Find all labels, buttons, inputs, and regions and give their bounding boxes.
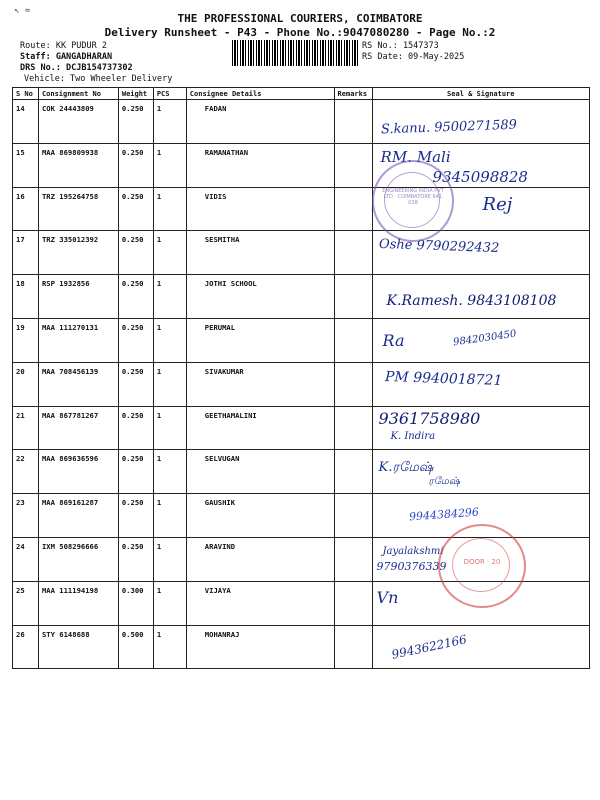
cell-pcs: 1 xyxy=(153,581,186,625)
col-consignee: Consignee Details xyxy=(186,88,334,100)
route-label: Route: KK PUDUR 2 xyxy=(20,41,107,51)
cell-weight: 0.300 xyxy=(118,581,153,625)
cell-sno: 18 xyxy=(13,275,39,319)
table-row xyxy=(13,143,590,187)
cell-signature xyxy=(372,362,589,406)
cell-consignment: COK 24443809 xyxy=(38,100,118,144)
col-sno: S No xyxy=(13,88,39,100)
cell-remarks xyxy=(334,318,372,362)
cell-weight: 0.250 xyxy=(118,537,153,581)
cell-consignee: VIJAYA xyxy=(186,581,334,625)
handwritten-signature: Ra xyxy=(382,330,405,350)
cell-remarks xyxy=(334,581,372,625)
handwritten-phone: 9361758980 xyxy=(378,408,481,428)
cell-signature xyxy=(372,100,589,144)
cell-sno: 26 xyxy=(13,625,39,669)
cell-signature xyxy=(372,625,589,669)
cell-remarks xyxy=(334,450,372,494)
cell-consignee: MOHANRAJ xyxy=(186,625,334,669)
table-row xyxy=(13,625,590,669)
cell-consignee: SELVUGAN xyxy=(186,450,334,494)
cell-consignment: MAA 867781267 xyxy=(38,406,118,450)
cell-pcs: 1 xyxy=(153,143,186,187)
cell-remarks xyxy=(334,537,372,581)
table-row xyxy=(13,362,590,406)
cell-weight: 0.250 xyxy=(118,450,153,494)
cell-pcs: 1 xyxy=(153,537,186,581)
handwritten-signature-second: ரமேஷ் xyxy=(428,476,461,488)
cell-remarks xyxy=(334,406,372,450)
cell-consignee: RAMANATHAN xyxy=(186,143,334,187)
table-row xyxy=(13,275,590,319)
handwritten-signature: Rej xyxy=(482,193,513,215)
cell-sno: 15 xyxy=(13,143,39,187)
cell-consignee: GEETHAMALINI xyxy=(186,406,334,450)
cell-weight: 0.250 xyxy=(118,231,153,275)
cell-sno: 20 xyxy=(13,362,39,406)
col-signature: Seal & Signature xyxy=(372,88,589,100)
cell-consignment: MAA 708456139 xyxy=(38,362,118,406)
table-row xyxy=(13,100,590,144)
cell-consignment: MAA 111270131 xyxy=(38,318,118,362)
barcode-image xyxy=(232,40,358,66)
cell-consignee: PERUMAL xyxy=(186,318,334,362)
delivery-seal-text: DOOR · 20 xyxy=(463,558,501,566)
cell-remarks xyxy=(334,494,372,538)
table-row xyxy=(13,318,590,362)
handwritten-signature: 9944384296 xyxy=(408,505,479,524)
company-seal-text: ENGINEERING INDIA PVT LTD · COIMBATORE 641 038 xyxy=(382,188,444,206)
cell-consignment: MAA 869161287 xyxy=(38,494,118,538)
handwritten-signature: Oshe 9790292432 xyxy=(378,237,500,257)
cell-sno: 24 xyxy=(13,537,39,581)
cell-weight: 0.250 xyxy=(118,318,153,362)
company-title: THE PROFESSIONAL COURIERS, COIMBATORE xyxy=(177,12,423,25)
cell-signature xyxy=(372,406,589,450)
cell-pcs: 1 xyxy=(153,231,186,275)
handwritten-signature: Vn xyxy=(376,587,399,607)
cell-consignee: SIVAKUMAR xyxy=(186,362,334,406)
cell-pcs: 1 xyxy=(153,275,186,319)
cell-weight: 0.250 xyxy=(118,362,153,406)
handwritten-signature: K. Indira xyxy=(390,430,436,442)
cell-signature xyxy=(372,450,589,494)
cell-pcs: 1 xyxy=(153,494,186,538)
cell-sno: 16 xyxy=(13,187,39,231)
runsheet-subtitle: Delivery Runsheet - P43 - Phone No.:9047080280 - Page No.:2 xyxy=(104,26,496,39)
handwritten-signature: K.ரமேஷ் xyxy=(378,460,434,476)
col-pcs: PCS xyxy=(153,88,186,100)
cell-signature xyxy=(372,275,589,319)
cell-sno: 17 xyxy=(13,231,39,275)
cell-weight: 0.250 xyxy=(118,275,153,319)
table-row xyxy=(13,450,590,494)
cell-weight: 0.250 xyxy=(118,187,153,231)
cell-sno: 21 xyxy=(13,406,39,450)
cell-sno: 19 xyxy=(13,318,39,362)
cell-remarks xyxy=(334,362,372,406)
cell-remarks xyxy=(334,100,372,144)
cell-consignment: MAA 869809938 xyxy=(38,143,118,187)
col-remarks: Remarks xyxy=(334,88,372,100)
handwritten-signature: Jayalakshmi xyxy=(382,545,444,557)
handwritten-signature: K.Ramesh. 9843108108 xyxy=(386,293,557,310)
cell-consignee: SESMITHA xyxy=(186,231,334,275)
handwritten-phone: 9345098828 xyxy=(432,167,528,186)
table-row xyxy=(13,187,590,231)
delivery-seal-stamp xyxy=(438,524,526,608)
corner-mark: ↖ ≈ xyxy=(14,6,31,16)
rs-number: RS No.: 1547373 xyxy=(362,41,439,51)
cell-sno: 23 xyxy=(13,494,39,538)
cell-pcs: 1 xyxy=(153,406,186,450)
cell-consignment: RSP 1932856 xyxy=(38,275,118,319)
cell-signature xyxy=(372,318,589,362)
cell-remarks xyxy=(334,275,372,319)
handwritten-signature: RM. Mali xyxy=(380,147,451,166)
cell-sno: 25 xyxy=(13,581,39,625)
handwritten-phone: 9842030450 xyxy=(452,328,517,349)
vehicle-label: Vehicle: Two Wheeler Delivery xyxy=(24,74,173,84)
rs-date: RS Date: 09-May-2025 xyxy=(362,52,465,62)
cell-pcs: 1 xyxy=(153,625,186,669)
handwritten-phone: 9790376339 xyxy=(376,559,447,573)
cell-weight: 0.500 xyxy=(118,625,153,669)
cell-pcs: 1 xyxy=(153,362,186,406)
cell-consignee: ARAVIND xyxy=(186,537,334,581)
cell-consignment: TRZ 195264758 xyxy=(38,187,118,231)
cell-consignment: MAA 869636596 xyxy=(38,450,118,494)
cell-remarks xyxy=(334,143,372,187)
handwritten-signature: PM 9940018721 xyxy=(384,368,503,389)
cell-consignee: JOTHI SCHOOL xyxy=(186,275,334,319)
handwritten-signature: 9943622166 xyxy=(389,631,468,662)
cell-weight: 0.250 xyxy=(118,100,153,144)
cell-consignee: GAUSHIK xyxy=(186,494,334,538)
cell-weight: 0.250 xyxy=(118,143,153,187)
table-row xyxy=(13,406,590,450)
cell-consignment: TRZ 335012392 xyxy=(38,231,118,275)
cell-consignment: IXM 508296666 xyxy=(38,537,118,581)
cell-pcs: 1 xyxy=(153,187,186,231)
drs-label: DRS No.: DCJB154737302 xyxy=(20,63,133,73)
cell-consignment: MAA 111194198 xyxy=(38,581,118,625)
col-weight: Weight xyxy=(118,88,153,100)
cell-consignee: VIDIS xyxy=(186,187,334,231)
cell-consignee: FADAN xyxy=(186,100,334,144)
cell-remarks xyxy=(334,625,372,669)
cell-sno: 22 xyxy=(13,450,39,494)
cell-pcs: 1 xyxy=(153,450,186,494)
table-row xyxy=(13,231,590,275)
company-seal-stamp xyxy=(372,160,454,242)
staff-label: Staff: GANGADHARAN xyxy=(20,52,113,62)
cell-pcs: 1 xyxy=(153,318,186,362)
col-consignment: Consignment No xyxy=(38,88,118,100)
cell-pcs: 1 xyxy=(153,100,186,144)
cell-weight: 0.250 xyxy=(118,494,153,538)
handwritten-signature: S.kanu. 9500271589 xyxy=(380,117,517,138)
table-header-row xyxy=(13,88,590,100)
cell-consignment: STY 6148688 xyxy=(38,625,118,669)
cell-sno: 14 xyxy=(13,100,39,144)
cell-remarks xyxy=(334,231,372,275)
cell-remarks xyxy=(334,187,372,231)
cell-weight: 0.250 xyxy=(118,406,153,450)
